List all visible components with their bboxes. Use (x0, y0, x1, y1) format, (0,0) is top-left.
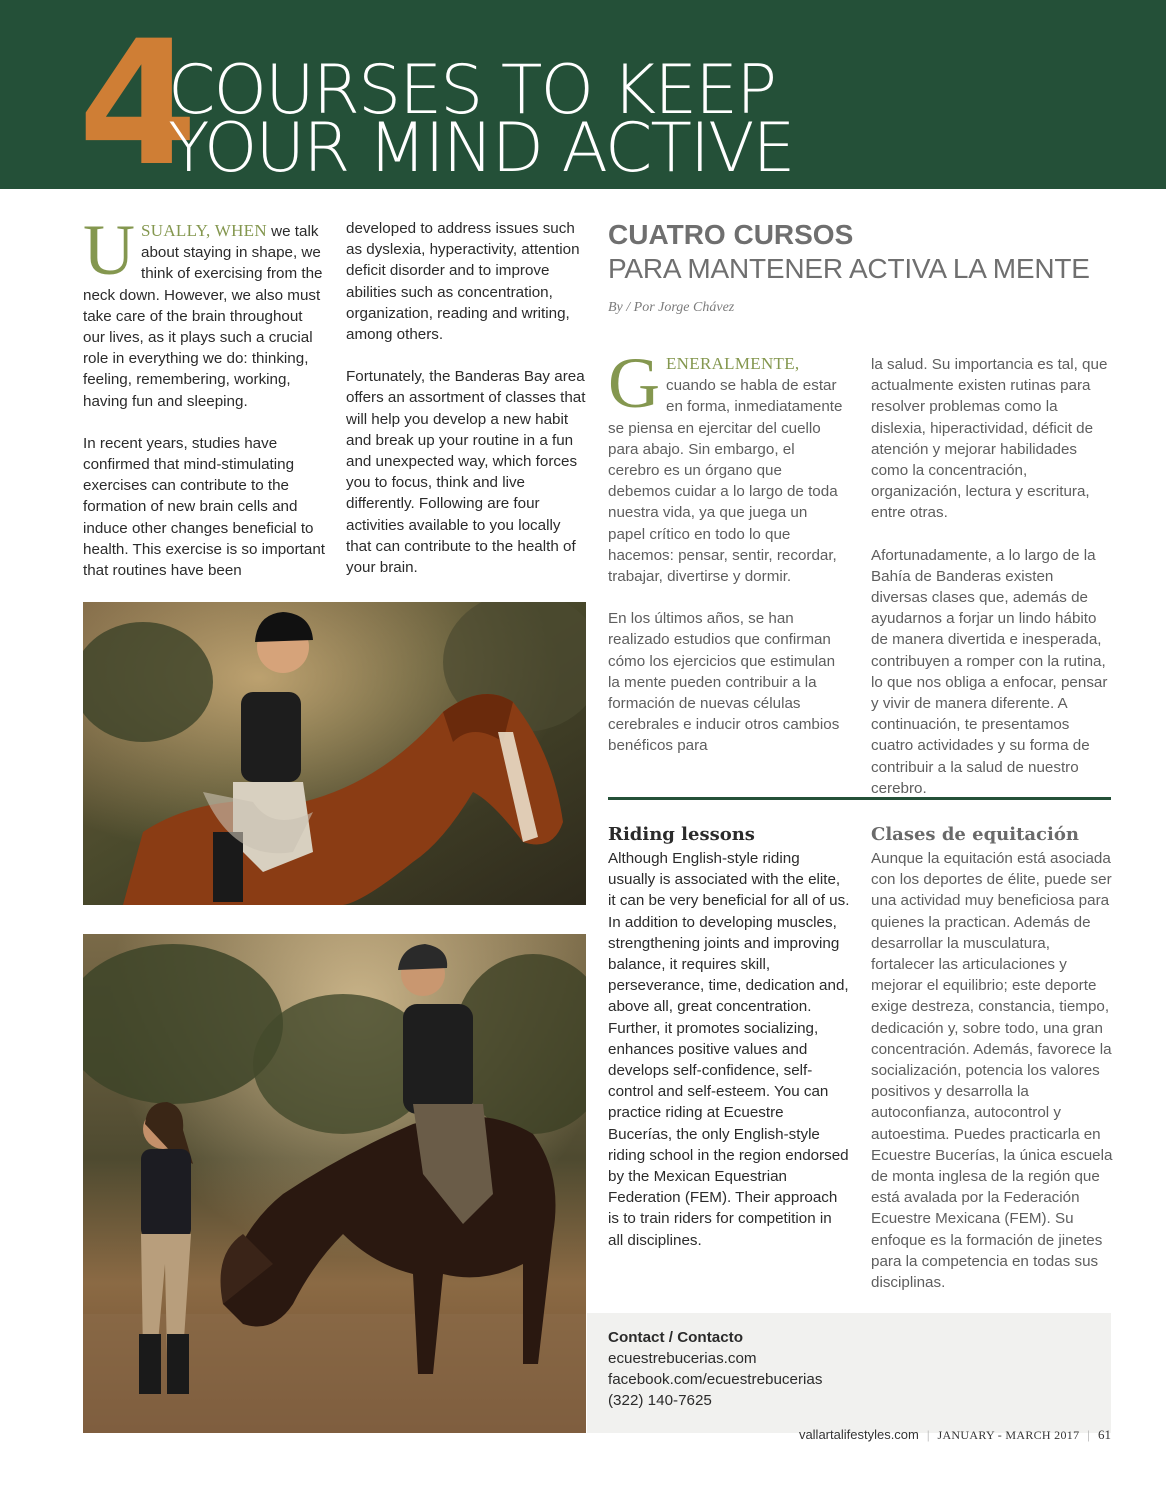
lead-in-es: ENERALMENTE, (666, 354, 800, 373)
drop-cap-g: G (608, 343, 660, 423)
riding-english-column (608, 824, 850, 1272)
spanish-paragraph-1: GENERALMENTE, cuando se habla de estar en forma, inmediatamente se piensa en ejercitar del cuello para abajo. Sin embargo, el cerebro es un órgano que debemos cuidar a lo largo de toda nuestra vida, ya que juega un papel crítico en todo lo que hacemos: pensar, sentir, recordar, trabajar, divertirse y dormir. (608, 343, 843, 586)
spanish-column-2 (871, 354, 1113, 820)
english-paragraph-2: In recent years, studies have confirmed that mind-stimulating exercises can contribute to the formation of new brain cells and induce other changes beneficial to health. This exercise is so important that routines have been (83, 434, 325, 580)
spanish-paragraph-3: la salud. Su importancia es tal, que actualmente existen rutinas para resolver problemas como la dislexia, hiperactividad, déficit de atención y mejorar habilidades como la concentración, organización, lectura y escritura, entre otras. (871, 356, 1108, 522)
page-number: 61 (1098, 1427, 1111, 1442)
english-column-1 (83, 210, 325, 602)
footer-issue: JANUARY - MARCH 2017 (937, 1428, 1080, 1442)
byline: By / Por Jorge Chávez (608, 300, 735, 315)
contact-title: Contact / Contacto (608, 1329, 743, 1346)
instructor-and-rider-photo (83, 934, 586, 1433)
english-paragraph-3: developed to address issues such as dyslexia, hyperactivity, attention deficit disorder and to improve abilities such as concentration, organization, reading and writing, among others. (346, 220, 580, 344)
spanish-paragraph-4: Afortunadamente, a lo largo de la Bahía de Banderas existen diversas clases que, además de ayudarnos a forjar un lindo hábito de manera divertida e inesperada, contribuyen a romper con la rutina, lo que nos obliga a enfocar, pensar y vivir de manera diferente. A continuación, te presentamos cuatro actividades y su forma de contribuir a la salud de nuestro cerebro. (871, 546, 1108, 797)
riding-body-en: Although English-style riding usually is associated with the elite, it can be very beneficial for all of us. In addition to developing muscles, strengthening joints and improving balance, it requires skill, perseverance, time, dedication and, above all, great concentration. Further, it promotes socializing, enhances positive values and develops self-confidence, self-control and self-esteem. You can practice riding at Ecuestre Bucerías, the only English-style riding school in the region endorsed by the Mexican Equestrian Federation (FEM). Their approach is to train riders for competition in all disciplines. (608, 850, 850, 1249)
contact-facebook[interactable]: facebook.com/ecuestrebucerias (608, 1371, 823, 1388)
riding-title-en: Riding lessons (608, 824, 755, 845)
title-line-1: COURSES TO KEEP (168, 51, 776, 130)
spanish-column-1 (608, 343, 848, 778)
contact-website[interactable]: ecuestrebucerias.com (608, 1350, 757, 1367)
title-line-2: YOUR MIND ACTIVE (168, 109, 794, 188)
contact-box (587, 1313, 1111, 1433)
english-paragraph-1: USUALLY, WHEN we talk about staying in shape, we think of exercising from the neck down. However, we also must take care of the brain throughout our lives, as it plays such a crucial role in everything we do: thinking, feeling, remembering, working, having fun and sleeping. (83, 210, 323, 410)
footer-website[interactable]: vallartalifestyles.com (798, 1427, 919, 1442)
title-banner (0, 0, 1166, 204)
title-number: 4 (78, 3, 194, 204)
page-footer: vallartalifestyles.com | JANUARY - MARCH 2017 | 61 (798, 1427, 1111, 1442)
spanish-paragraph-2: En los últimos años, se han realizado estudios que confirman cómo los ejercicios que estimulan la mente pueden contribuir a la formación de nuevas células cerebrales e inducir otros cambios benéficos para (608, 610, 840, 755)
lead-in-en: SUALLY, WHEN (141, 221, 267, 240)
spanish-title-bold: CUATRO CURSOS (608, 219, 854, 250)
riding-body-es: Aunque la equitación está asociada con los deportes de élite, puede ser una actividad muy beneficiosa para quienes la practican. Además de desarrollar la musculatura, fortalecer las articulaciones y mejorar el equilibrio; este deporte exige destreza, constancia, tiempo, dedicación y, sobre todo, una gran concentración. Además, favorece la socialización, potencia los valores positivos y desarrolla la autoconfianza, autocontrol y autoestima. Puedes practicarla en Ecuestre Bucerías, la única escuela de monta inglesa de la región que está avalada por la Federación Ecuestre Mexicana (FEM). Su enfoque es la formación de jinetes para la competencia en todas sus disciplinas. (871, 850, 1113, 1292)
spanish-title (608, 218, 1128, 286)
riding-spanish-column (871, 824, 1116, 1314)
english-paragraph-4: Fortunately, the Banderas Bay area offers an assortment of classes that will help you develop a new habit and break up your routine in a fun and unexpected way, which forces you to focus, think and live differently. Following are four activities available to you locally that can contribute to the health of your brain. (346, 368, 586, 577)
spanish-title-light: PARA MANTENER ACTIVA LA MENTE (608, 253, 1090, 284)
girl-riding-horse-photo (83, 602, 586, 905)
riding-title-es: Clases de equitación (871, 824, 1079, 845)
drop-cap-u: U (83, 210, 135, 290)
english-column-2 (346, 218, 586, 599)
section-divider (608, 797, 1111, 800)
contact-phone: (322) 140-7625 (608, 1392, 712, 1409)
